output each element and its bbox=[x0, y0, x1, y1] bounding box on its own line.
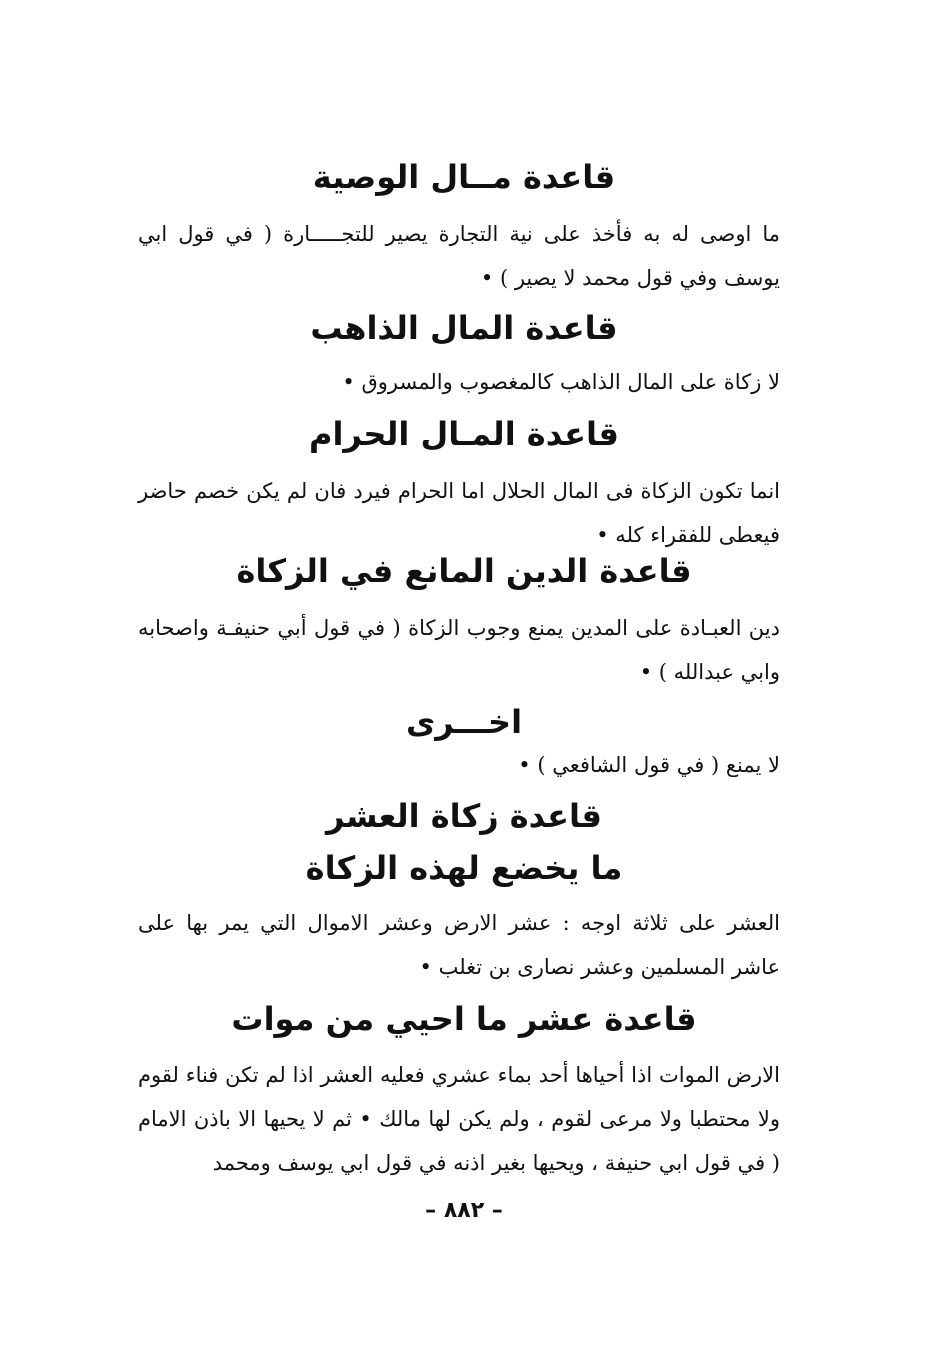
section-body-preventing-debt: دين العبـادة على المدين يمنع وجوب الزكاة ( في قول أبي حنيفـة واصحابه وابي عبدالله ) • bbox=[138, 616, 780, 684]
section-heading-lost-property: قاعدة المال الذاهب bbox=[310, 309, 618, 347]
section-heading-revived-land: قاعدة عشر ما احيي من موات bbox=[231, 1000, 697, 1038]
section-body-forbidden-property: انما تكون الزكاة فى المال الحلال اما الحرام فيرد فان لم يكن خصم حاضر فيعطى للفقراء كله • bbox=[138, 479, 780, 547]
section-heading-bequest-property: قاعدة مــال الوصية bbox=[312, 158, 616, 196]
section-heading-subject-to-zakat: ما يخضع لهذه الزكاة bbox=[305, 849, 623, 887]
section-body-lost-property: لا زكاة على المال الذاهب كالمغصوب والمسروق • bbox=[342, 370, 780, 394]
page-number: – ٨٨٢ – bbox=[425, 1198, 503, 1223]
section-body-revived-land: الارض الموات اذا أحياها أحد بماء عشري فعليه العشر اذا لم تكن فناء لقوم ولا محتطبا ولا مرعى لقوم ، ولم يكن لها مالك • ثم لا يحيها الا باذن الامام ( في قول ابي حنيفة ، ويحيها بغير اذنه في قول ابي يوسف ومحمد bbox=[138, 1063, 780, 1175]
section-body-another-view: لا يمنع ( في قول الشافعي ) • bbox=[518, 753, 780, 777]
section-body-bequest-property: ما اوصى له به فأخذ على نية التجارة يصير للتجـــــارة ( في قول ابي يوسف وفي قول محمد لا يصير ) • bbox=[138, 222, 780, 290]
section-body-subject-to-zakat: العشر على ثلاثة اوجه : عشر الارض وعشر الاموال التي يمر بها على عاشر المسلمين وعشر نصارى بن تغلب • bbox=[138, 911, 780, 979]
section-heading-another-view: اخـــرى bbox=[405, 703, 523, 741]
section-heading-tithe-zakat: قاعدة زكاة العشر bbox=[326, 797, 602, 835]
section-heading-preventing-debt: قاعدة الدين المانع في الزكاة bbox=[236, 552, 692, 590]
section-heading-forbidden-property: قاعدة المـال الحرام bbox=[308, 415, 619, 453]
